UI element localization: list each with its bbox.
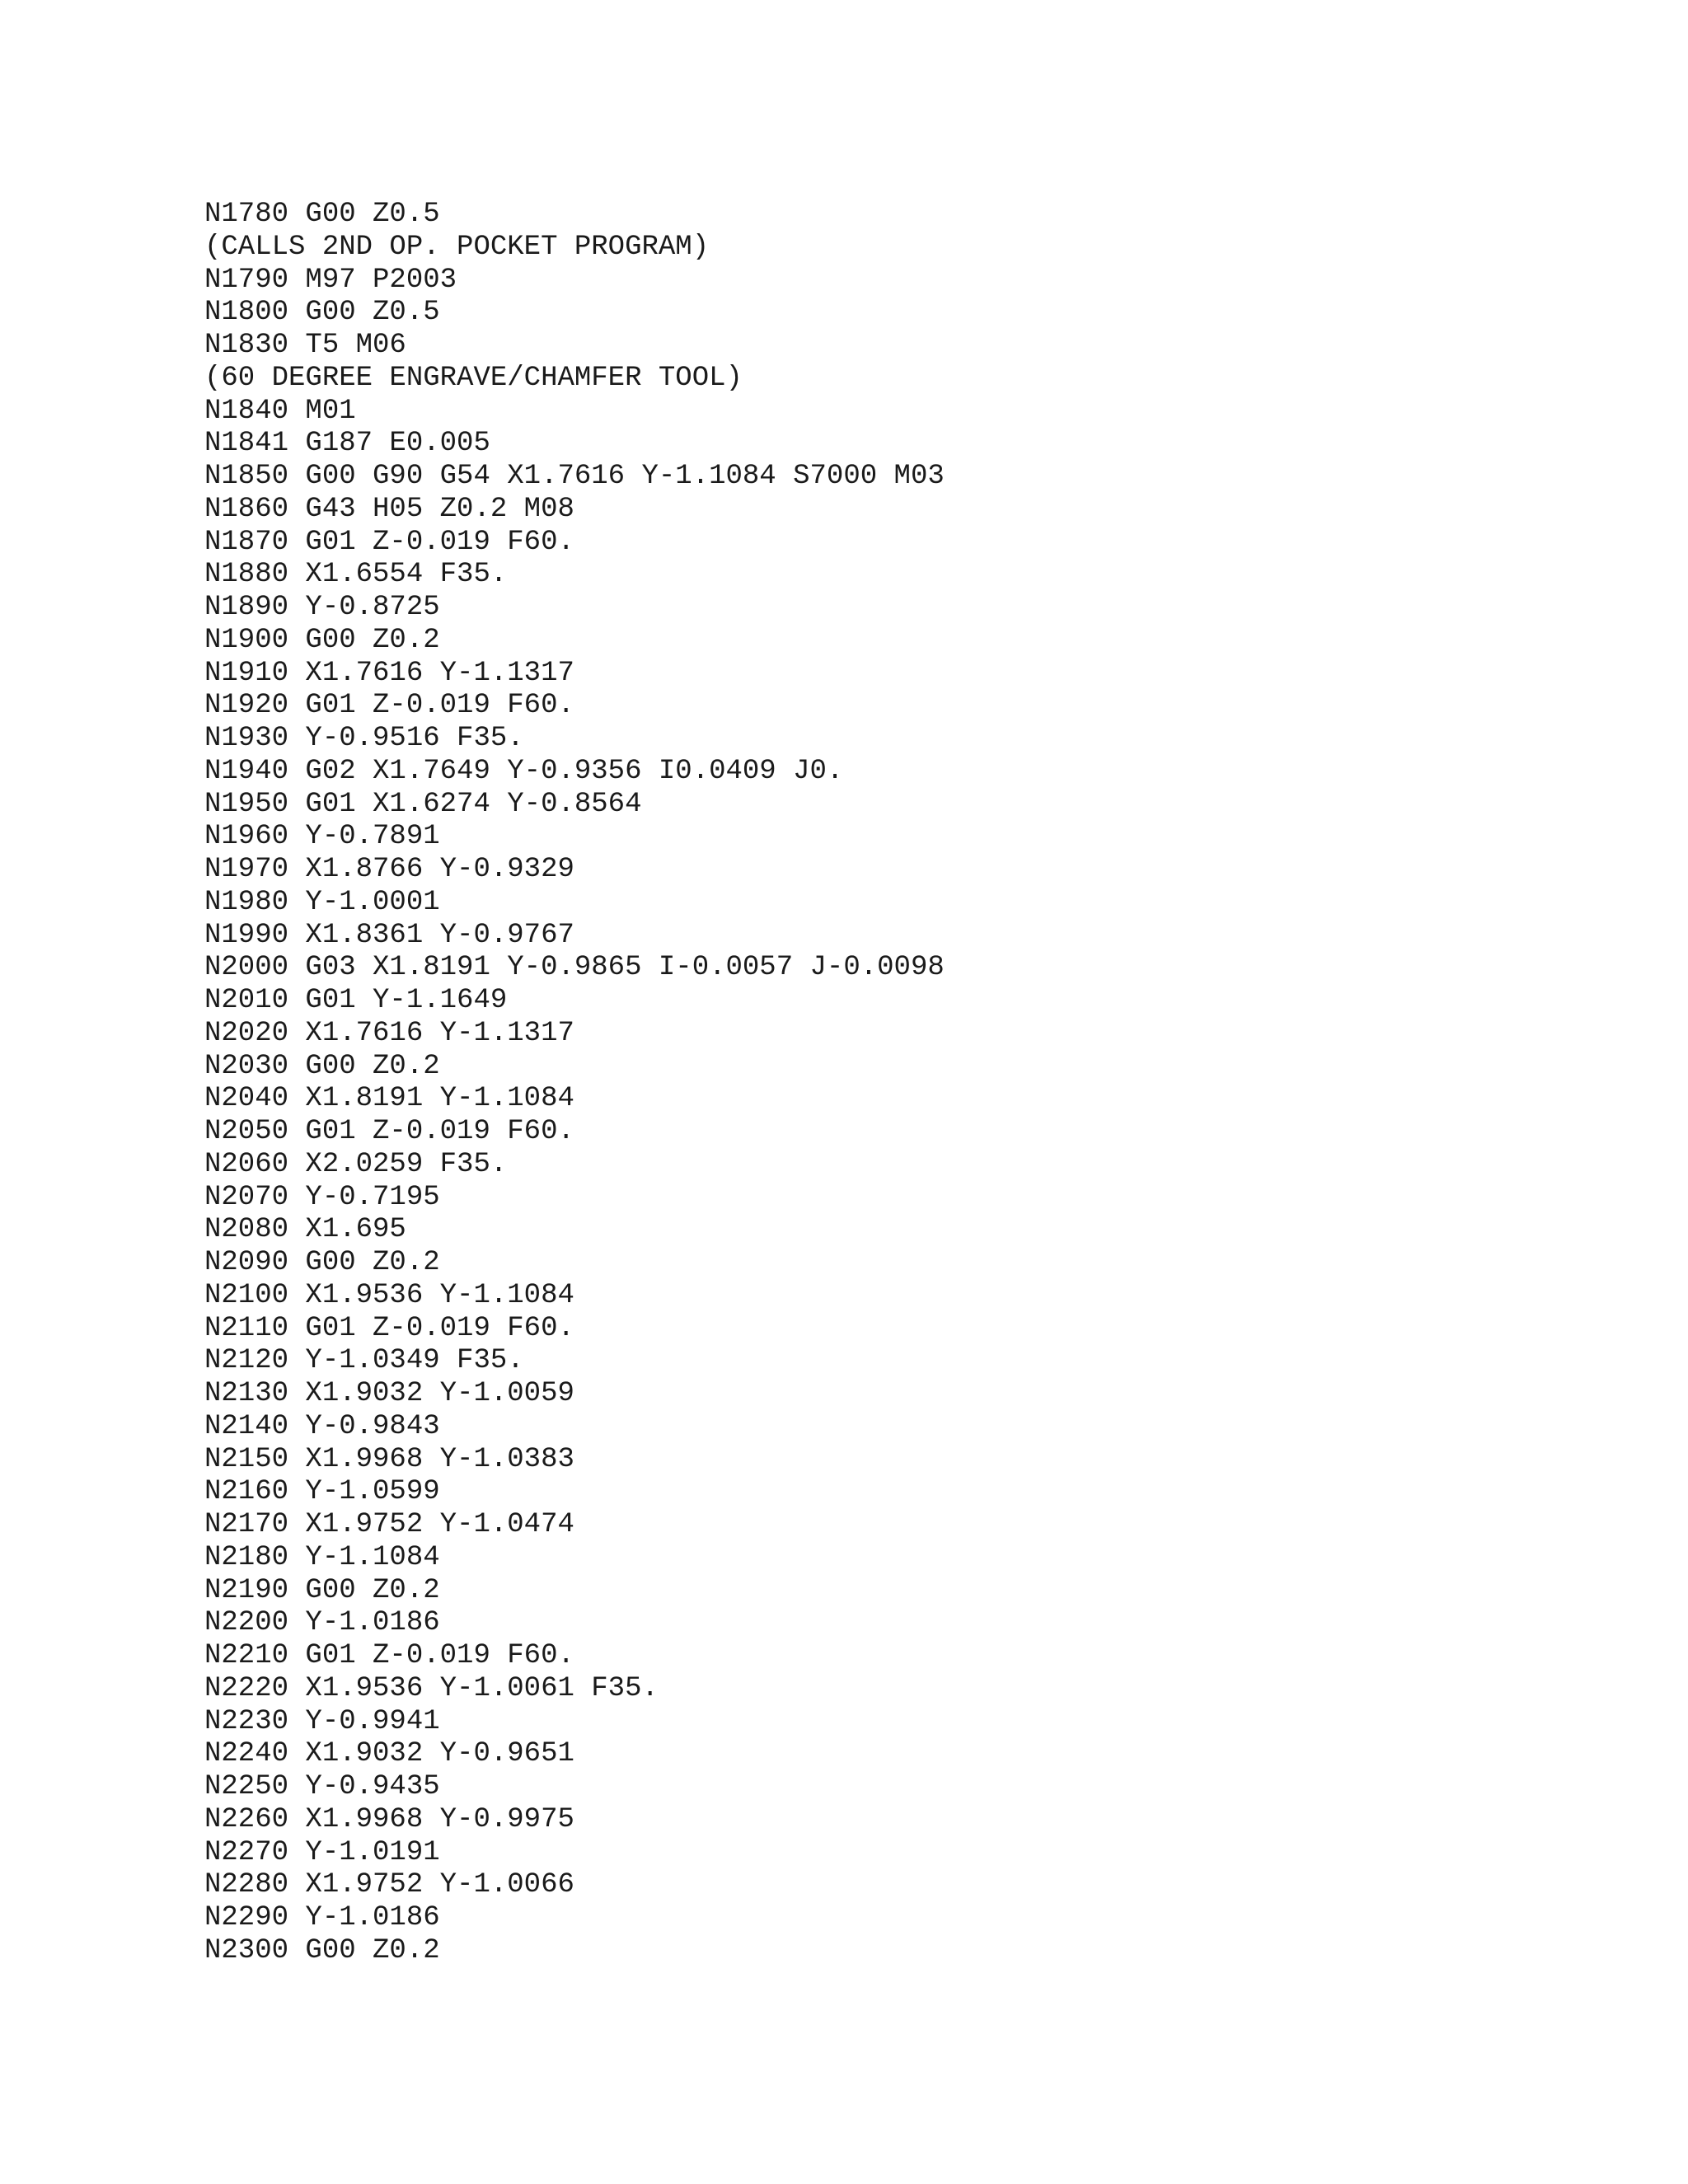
gcode-line: N2130 X1.9032 Y-1.0059 — [204, 1378, 574, 1409]
gcode-line: N1870 G01 Z-0.019 F60. — [204, 526, 574, 558]
gcode-line: N1830 T5 M06 — [204, 330, 406, 361]
gcode-line: N1841 G187 E0.005 — [204, 428, 490, 460]
gcode-line: N2030 G00 Z0.2 — [204, 1050, 440, 1082]
gcode-line: N2220 X1.9536 Y-1.0061 F35. — [204, 1672, 659, 1704]
gcode-line: N2080 X1.695 — [204, 1214, 406, 1246]
gcode-line: N2120 Y-1.0349 F35. — [204, 1345, 524, 1377]
gcode-listing — [204, 199, 945, 1968]
gcode-line: N1900 G00 Z0.2 — [204, 624, 440, 656]
gcode-line: N1780 G00 Z0.5 — [204, 199, 440, 230]
comment-line: (60 DEGREE ENGRAVE/CHAMFER TOOL) — [204, 362, 743, 394]
gcode-line: N2050 G01 Z-0.019 F60. — [204, 1116, 574, 1147]
gcode-line: N2100 X1.9536 Y-1.1084 — [204, 1279, 574, 1311]
gcode-line: N1950 G01 X1.6274 Y-0.8564 — [204, 788, 642, 820]
gcode-line: N1940 G02 X1.7649 Y-0.9356 I0.0409 J0. — [204, 755, 844, 787]
gcode-line: N1960 Y-0.7891 — [204, 821, 440, 853]
gcode-line: N2020 X1.7616 Y-1.1317 — [204, 1017, 574, 1049]
gcode-line: N2000 G03 X1.8191 Y-0.9865 I-0.0057 J-0.0098 — [204, 952, 945, 984]
gcode-line: N2060 X2.0259 F35. — [204, 1148, 508, 1180]
gcode-line: N2300 G00 Z0.2 — [204, 1934, 440, 1966]
gcode-line: N2070 Y-0.7195 — [204, 1181, 440, 1213]
gcode-line: N1930 Y-0.9516 F35. — [204, 723, 524, 754]
gcode-line: N2110 G01 Z-0.019 F60. — [204, 1312, 574, 1344]
gcode-line: N2090 G00 Z0.2 — [204, 1247, 440, 1278]
gcode-line: N1790 M97 P2003 — [204, 264, 457, 296]
gcode-line: N2180 Y-1.1084 — [204, 1541, 440, 1573]
gcode-line: N1980 Y-1.0001 — [204, 886, 440, 918]
gcode-line: N2150 X1.9968 Y-1.0383 — [204, 1443, 574, 1475]
gcode-line: N2140 Y-0.9843 — [204, 1410, 440, 1442]
gcode-line: N2040 X1.8191 Y-1.1084 — [204, 1083, 574, 1115]
gcode-line: N2170 X1.9752 Y-1.0474 — [204, 1509, 574, 1540]
gcode-line: N2290 Y-1.0186 — [204, 1902, 440, 1933]
gcode-line: N1890 Y-0.8725 — [204, 592, 440, 623]
gcode-line: N1840 M01 — [204, 395, 356, 427]
gcode-line: N2230 Y-0.9941 — [204, 1705, 440, 1737]
gcode-line: N2190 G00 Z0.2 — [204, 1574, 440, 1606]
gcode-line: N2010 G01 Y-1.1649 — [204, 985, 508, 1016]
gcode-line: N1850 G00 G90 G54 X1.7616 Y-1.1084 S7000 M03 — [204, 461, 945, 492]
gcode-line: N2240 X1.9032 Y-0.9651 — [204, 1738, 574, 1770]
gcode-line: N2270 Y-1.0191 — [204, 1836, 440, 1868]
gcode-line: N1800 G00 Z0.5 — [204, 297, 440, 329]
gcode-line: N1860 G43 H05 Z0.2 M08 — [204, 493, 574, 525]
gcode-line: N1920 G01 Z-0.019 F60. — [204, 690, 574, 722]
gcode-line: N1910 X1.7616 Y-1.1317 — [204, 657, 574, 689]
gcode-line: N2200 Y-1.0186 — [204, 1607, 440, 1639]
gcode-line: N1970 X1.8766 Y-0.9329 — [204, 854, 574, 885]
gcode-line: N2160 Y-1.0599 — [204, 1476, 440, 1508]
comment-line: (CALLS 2ND OP. POCKET PROGRAM) — [204, 231, 710, 263]
gcode-line: N1990 X1.8361 Y-0.9767 — [204, 919, 574, 951]
gcode-line: N2250 Y-0.9435 — [204, 1771, 440, 1802]
gcode-line: N2280 X1.9752 Y-1.0066 — [204, 1869, 574, 1901]
gcode-line: N2260 X1.9968 Y-0.9975 — [204, 1803, 574, 1835]
gcode-line: N1880 X1.6554 F35. — [204, 559, 508, 591]
gcode-line: N2210 G01 Z-0.019 F60. — [204, 1640, 574, 1671]
